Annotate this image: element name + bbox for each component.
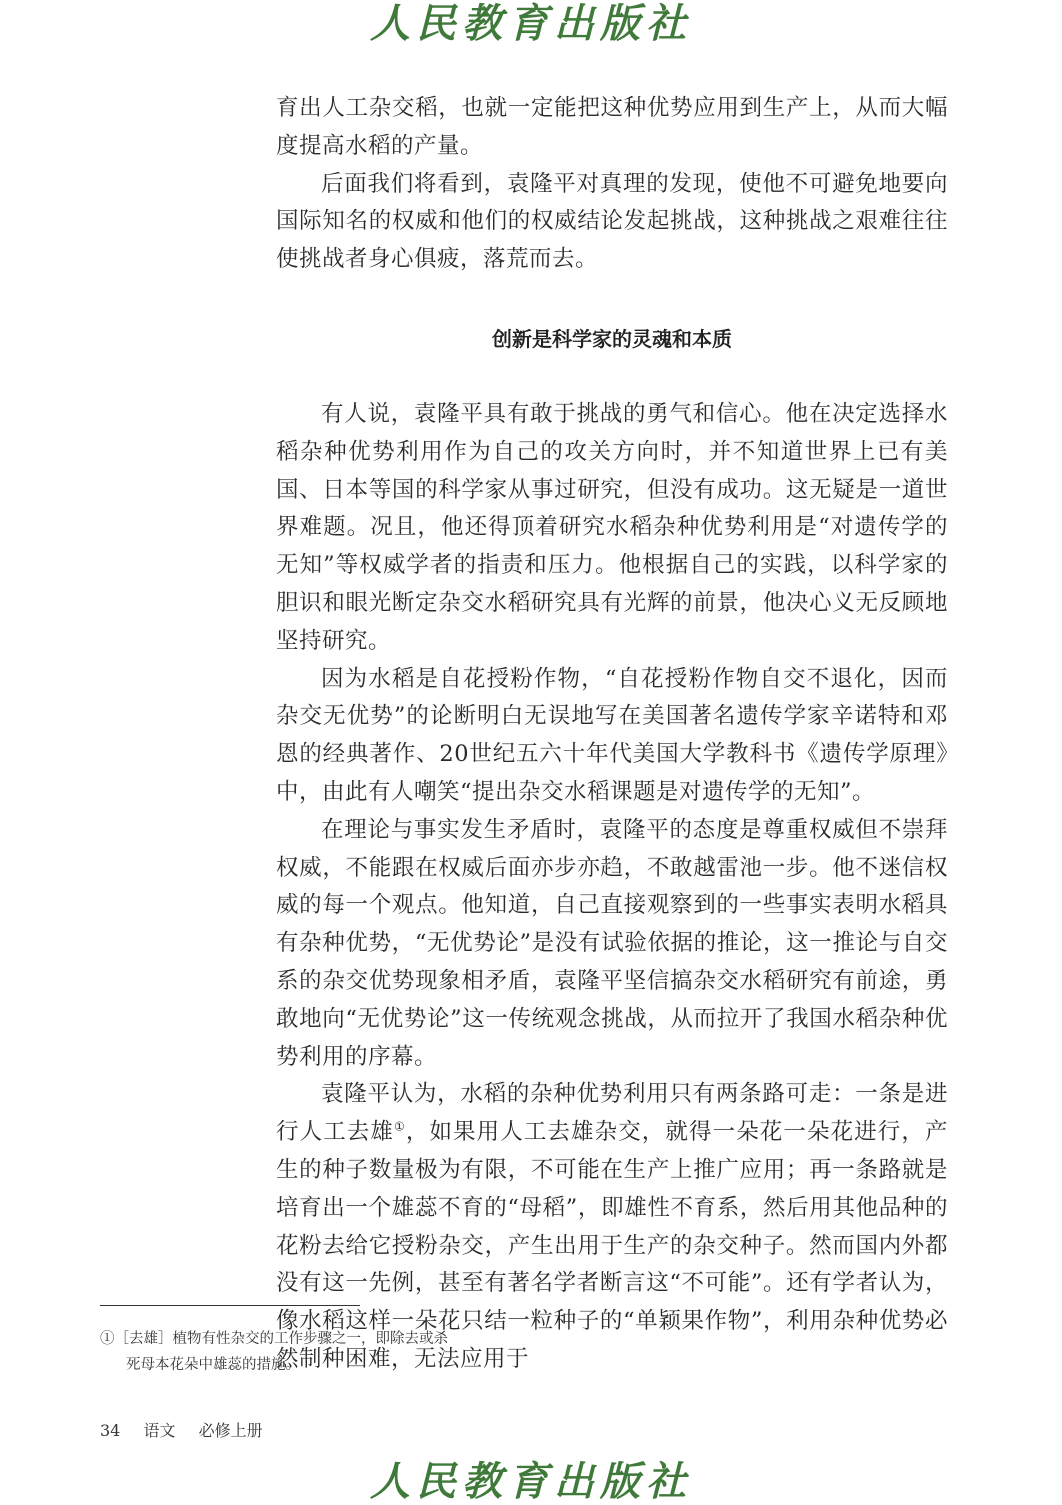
paragraph-text: 袁隆平认为，水稻的杂种优势利用只有两条路可走：一条是进行人工去雄	[276, 1081, 948, 1146]
footer-book: 必修上册	[198, 1421, 263, 1440]
page-footer	[100, 1418, 281, 1441]
paragraph: 因为水稻是自花授粉作物，“自花授粉作物自交不退化，因而杂交无优势”的论断明白无误地写在美国著名遗传学家辛诺特和邓恩的经典著作、20世纪五六十年代美国大学教科书《遗传学原理》中，由此有人嘲笑“提出杂交水稻课题是对遗传学的无知”。	[276, 665, 948, 805]
main-text-section	[276, 396, 948, 1379]
footnote-divider	[100, 1305, 360, 1306]
footnote-line: ①［去雄］植物有性杂交的工作步骤之一，即除去或杀	[100, 1331, 448, 1347]
publisher-logo-footer: 人民教育出版社	[370, 1458, 692, 1505]
footnote-marker[interactable]: ①	[393, 1119, 406, 1134]
publisher-logo-header: 人民教育出版社	[370, 0, 692, 47]
footer-subject: 语文	[143, 1421, 176, 1440]
paragraph: 有人说，袁隆平具有敢于挑战的勇气和信心。他在决定选择水稻杂种优势利用作为自己的攻关方向时，并不知道世界上已有美国、日本等国的科学家从事过研究，但没有成功。这无疑是一道世界难题。况且，他还得顶着研究水稻杂种优势利用是“对遗传学的无知”等权威学者的指责和压力。他根据自己的实践，以科学家的胆识和眼光断定杂交水稻研究具有光辉的前景，他决心义无反顾地坚持研究。	[276, 401, 948, 654]
page-number: 34	[100, 1421, 121, 1440]
paragraph-continued: 育出人工杂交稻，也就一定能把这种优势应用到生产上，从而大幅度提高水稻的产量。	[276, 95, 948, 159]
footnote-line: 死母本花朵中雄蕊的措施。	[126, 1357, 300, 1373]
paragraph: 后面我们将看到，袁隆平对真理的发现，使他不可避免地要向国际知名的权威和他们的权威结论发起挑战，这种挑战之艰难往往使挑战者身心俱疲，落荒而去。	[276, 170, 948, 273]
section-heading: 创新是科学家的灵魂和本质	[492, 327, 732, 351]
continued-text-section	[276, 90, 948, 279]
paragraph-text: ，如果用人工去雄杂交，就得一朵花一朵花进行，产生的种子数量极为有限，不可能在生产上推广应用；再一条路就是培育出一个雄蕊不育的“母稻”，即雄性不育系，然后用其他品种的花粉去给它授粉杂交，产生出用于生产的杂交种子。然而国内外都没有这一先例，甚至有著名学者断言这“不可能”。还有学者认为，像水稻这样一朵花只结一粒种子的“单颖果作物”，利用杂种优势必然制种困难，无法应用于	[276, 1119, 948, 1372]
footnote	[100, 1326, 520, 1378]
paragraph: 在理论与事实发生矛盾时，袁隆平的态度是尊重权威但不崇拜权威，不能跟在权威后面亦步亦趋，不敢越雷池一步。他不迷信权威的每一个观点。他知道，自己直接观察到的一些事实表明水稻具有杂种优势，“无优势论”是没有试验依据的推论，这一推论与自交系的杂交优势现象相矛盾，袁隆平坚信搞杂交水稻研究有前途，勇敢地向“无优势论”这一传统观念挑战，从而拉开了我国水稻杂种优势利用的序幕。	[276, 816, 948, 1070]
